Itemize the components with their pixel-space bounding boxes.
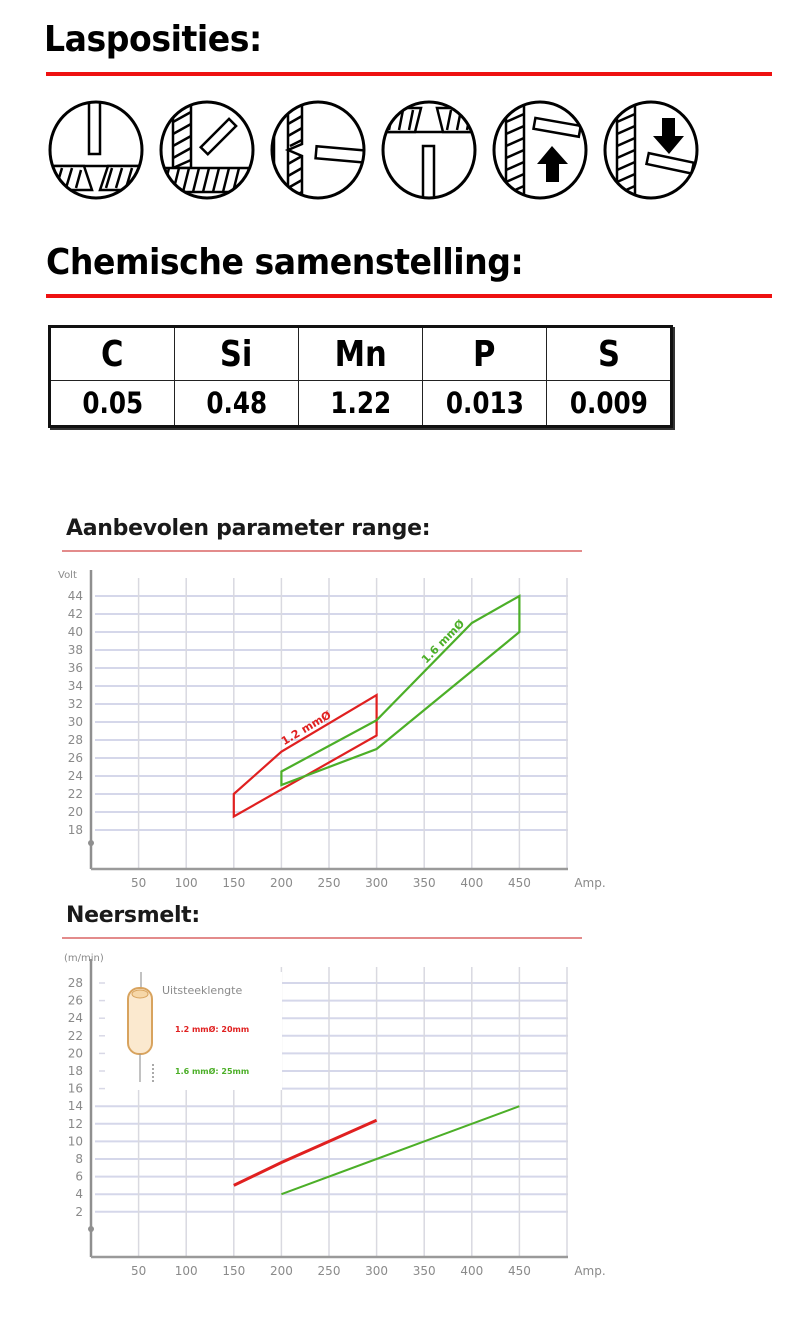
y-tick-label: 30 — [67, 715, 83, 729]
y-tick-label: 14 — [67, 1099, 83, 1114]
y-tick-label: 28 — [67, 733, 83, 747]
welding-positions-title: Lasposities: — [44, 19, 262, 60]
x-axis-label: Amp. — [574, 876, 606, 890]
axis-marker — [88, 1226, 94, 1232]
y-tick-label: 40 — [67, 625, 83, 639]
x-axis-label: Amp. — [574, 1264, 606, 1278]
series-label: 1.2 mmØ — [278, 708, 334, 749]
x-tick-label: 50 — [130, 1264, 147, 1278]
x-tick-label: 450 — [507, 1264, 531, 1278]
y-tick-label: 22 — [67, 1028, 83, 1043]
x-tick-label: 150 — [222, 1264, 246, 1278]
element-header: Mn — [299, 327, 423, 381]
x-tick-label: 50 — [130, 876, 147, 890]
series-line-16mm — [281, 1106, 519, 1194]
y-tick-label: 4 — [75, 1187, 83, 1202]
element-header: P — [423, 327, 547, 381]
x-tick-label: 200 — [269, 876, 293, 890]
y-tick-label: 20 — [67, 805, 83, 819]
x-tick-label: 250 — [317, 1264, 341, 1278]
x-tick-label: 400 — [460, 876, 484, 890]
x-tick-label: 100 — [174, 876, 198, 890]
element-value: 1.22 — [299, 381, 423, 427]
x-tick-label: 300 — [365, 1264, 389, 1278]
y-tick-label: 8 — [75, 1152, 83, 1166]
legend-entry: 1.2 mmØ: 20mm — [175, 1025, 250, 1034]
series-label: 1.6 mmØ — [418, 617, 468, 667]
y-tick-label: 6 — [75, 1169, 83, 1184]
y-tick-label: 18 — [67, 823, 83, 837]
y-tick-label: 2 — [75, 1204, 83, 1219]
element-header: Si — [175, 327, 299, 381]
element-value: 0.009 — [547, 381, 672, 427]
legend-entry: 1.6 mmØ: 25mm — [175, 1067, 250, 1076]
y-tick-label: 12 — [67, 1116, 83, 1131]
contact-tip-top — [132, 990, 148, 998]
y-tick-label: 38 — [67, 643, 83, 657]
y-tick-label: 10 — [67, 1134, 83, 1149]
x-tick-label: 300 — [365, 876, 389, 890]
y-tick-label: 22 — [67, 787, 83, 801]
y-tick-label: 36 — [67, 661, 83, 675]
x-tick-label: 150 — [222, 876, 246, 890]
x-tick-label: 450 — [507, 876, 531, 890]
x-tick-label: 350 — [412, 876, 436, 890]
y-tick-label: 26 — [67, 993, 83, 1008]
y-tick-label: 24 — [67, 1011, 83, 1026]
y-tick-label: 44 — [67, 589, 83, 603]
x-tick-label: 350 — [412, 1264, 436, 1278]
x-tick-label: 100 — [174, 1264, 198, 1278]
y-tick-label: 26 — [67, 751, 83, 765]
y-tick-label: 24 — [67, 769, 83, 783]
y-tick-label: 20 — [67, 1046, 83, 1061]
element-value: 0.05 — [50, 381, 175, 427]
y-axis-label: Volt — [58, 570, 77, 581]
y-tick-label: 32 — [67, 697, 83, 711]
legend-title: Uitsteeklengte — [162, 984, 243, 997]
chart-title-deposition: Neersmelt: — [66, 903, 200, 928]
y-tick-label: 42 — [67, 607, 83, 621]
x-tick-label: 200 — [269, 1264, 293, 1278]
y-tick-label: 34 — [67, 679, 83, 693]
element-header: C — [50, 327, 175, 381]
y-tick-label: 18 — [67, 1064, 83, 1078]
chart-title-parameter-range: Aanbevolen parameter range: — [66, 516, 431, 541]
legend — [112, 972, 282, 1090]
element-value: 0.013 — [423, 381, 547, 427]
element-value: 0.48 — [175, 381, 299, 427]
element-header: S — [547, 327, 672, 381]
x-tick-label: 400 — [460, 1264, 484, 1278]
y-tick-label: 28 — [67, 976, 83, 990]
chemical-composition-title: Chemische samenstelling: — [46, 242, 524, 283]
y-axis-label: (m/min) — [64, 953, 104, 964]
y-tick-label: 16 — [67, 1081, 83, 1096]
x-tick-label: 250 — [317, 876, 341, 890]
